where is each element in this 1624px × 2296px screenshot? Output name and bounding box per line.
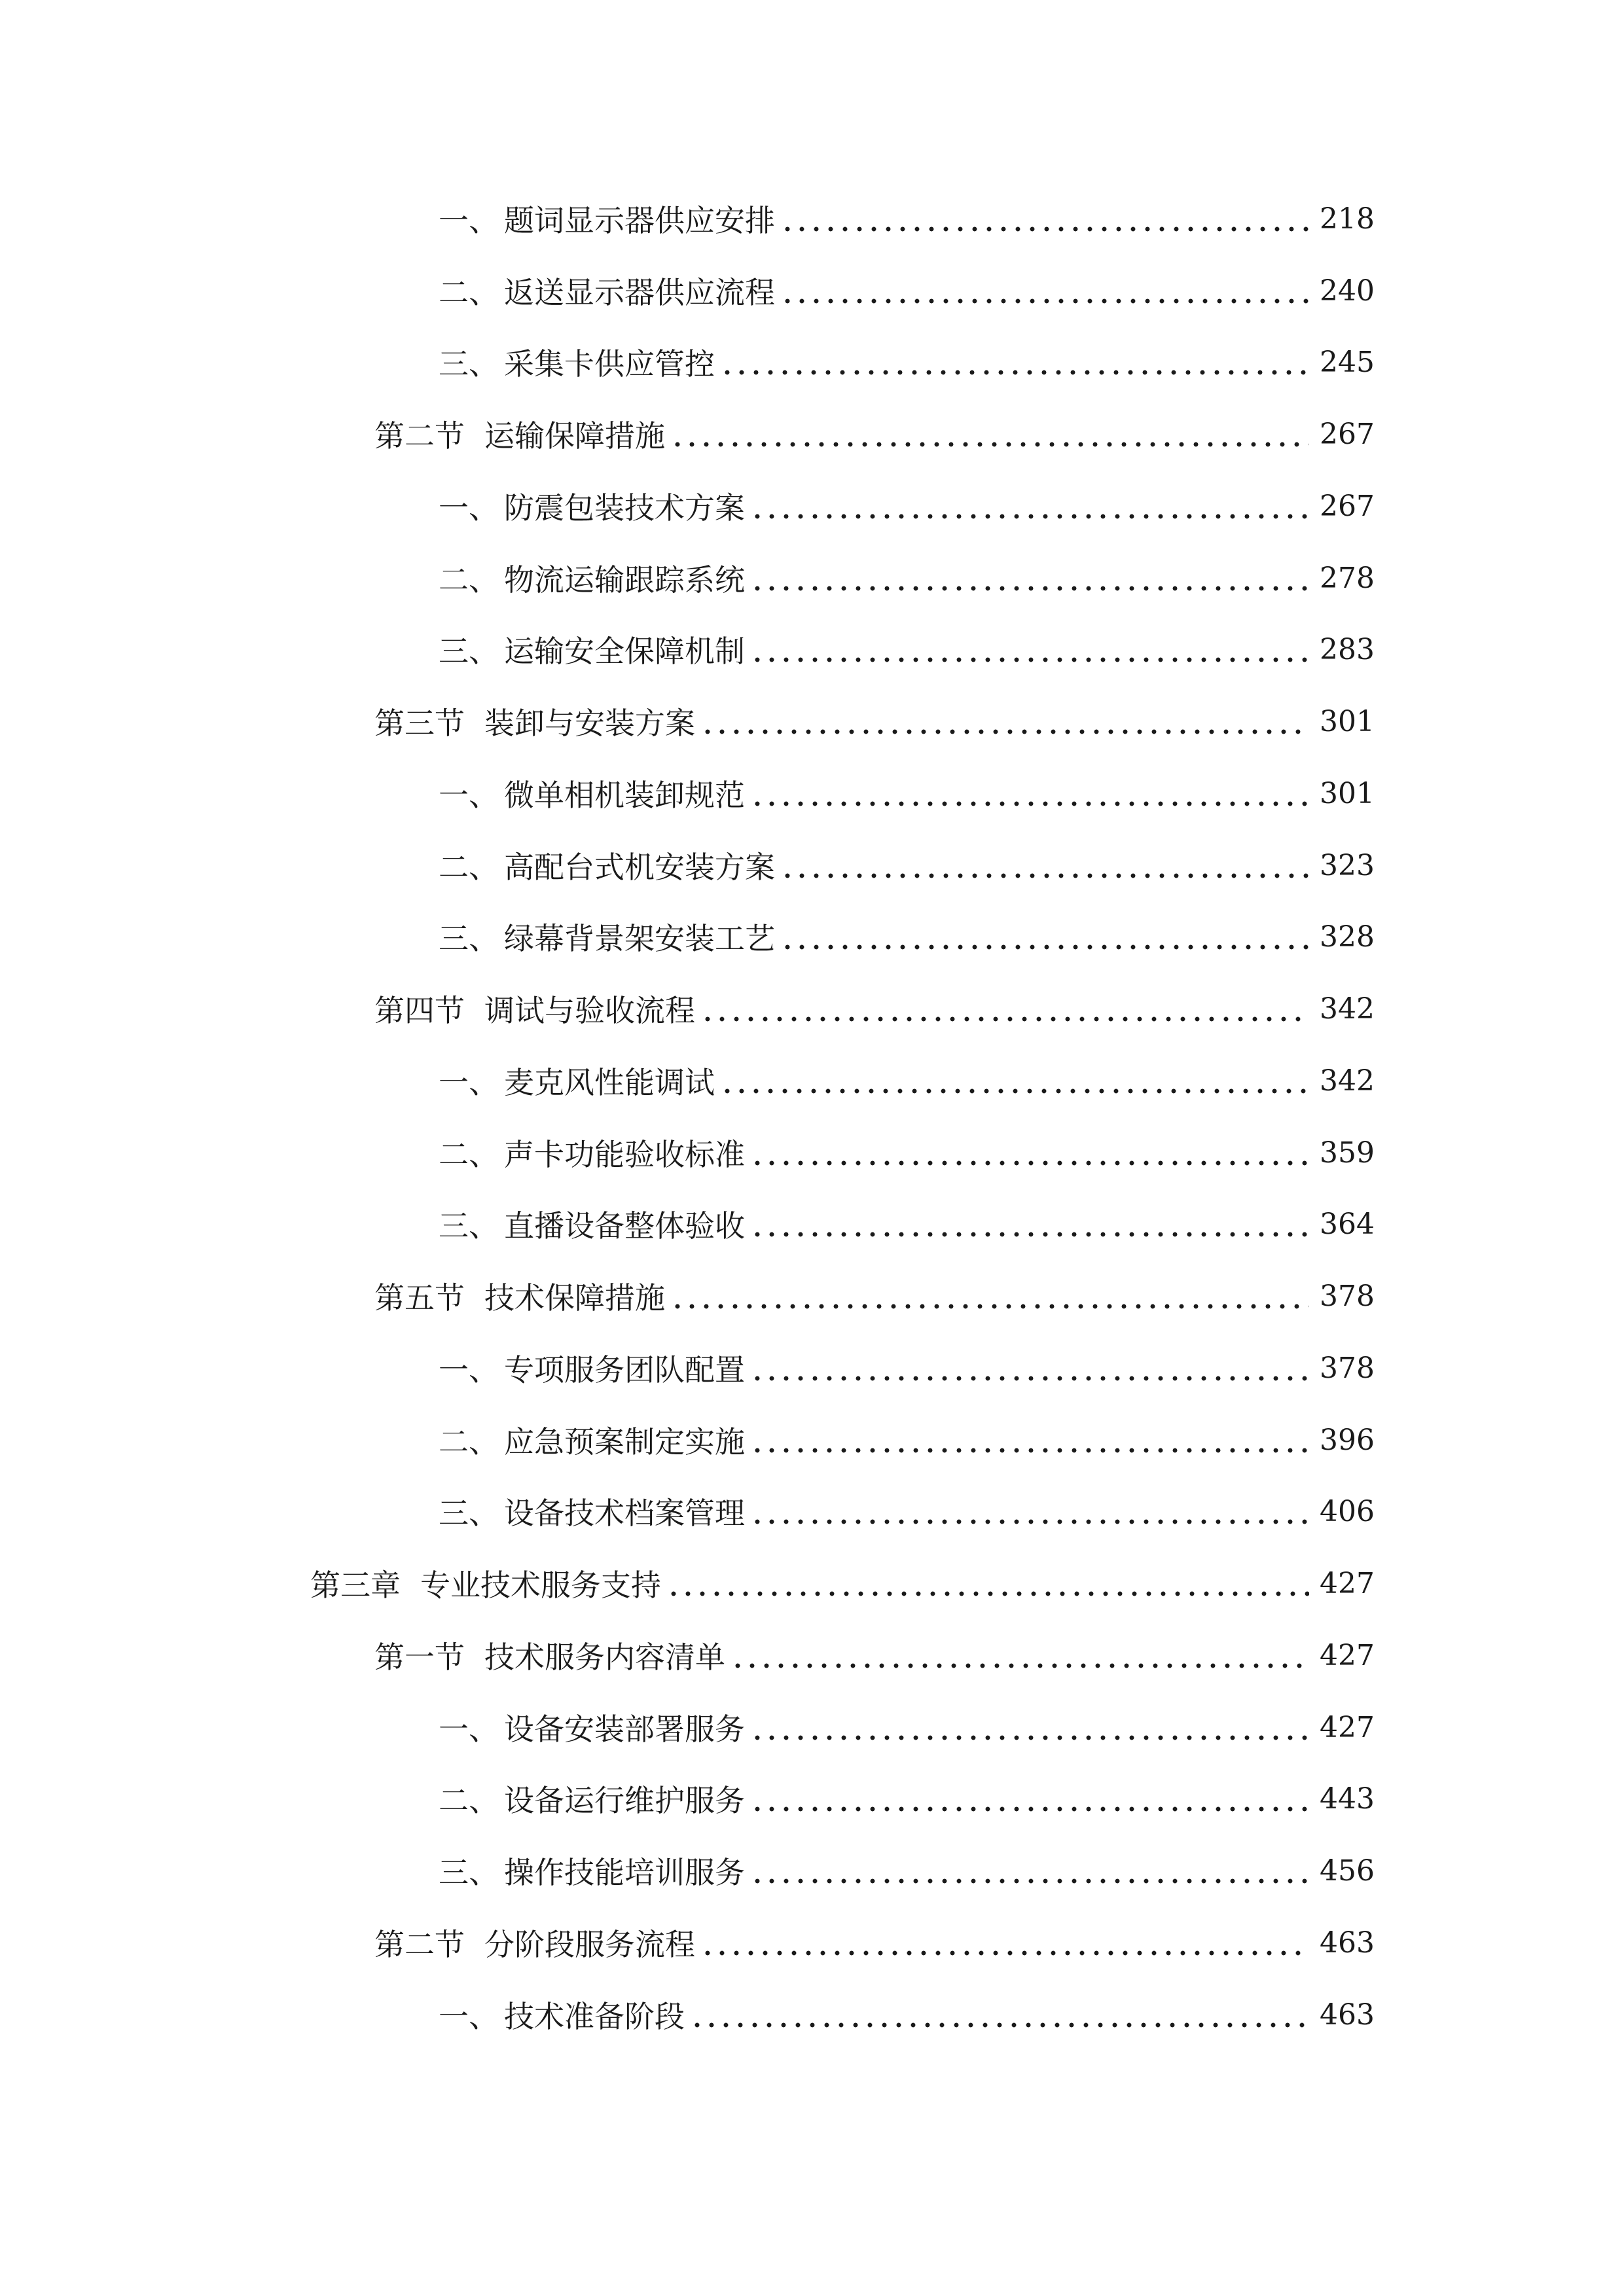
toc-entry-page: 267 — [1320, 417, 1375, 451]
toc-entry-title: 分阶段服务流程 — [484, 1927, 695, 1962]
toc-entry-number: 第五节 — [374, 1280, 465, 1316]
toc-entry-title: 设备运行维护服务 — [504, 1783, 745, 1818]
toc-entry-title: 返送显示器供应流程 — [504, 275, 775, 310]
toc-entry-number: 一、 — [439, 1352, 499, 1388]
toc-entry-number: 第四节 — [374, 993, 465, 1028]
toc-entry-page: 328 — [1320, 920, 1375, 954]
toc-entry-page: 240 — [1320, 274, 1375, 308]
toc-entry-page: 427 — [1320, 1638, 1375, 1672]
toc-entry-title: 物流运输跟踪系统 — [504, 562, 745, 598]
toc-entry[interactable] — [374, 408, 1375, 460]
toc-entry-title: 操作技能培训服务 — [504, 1855, 745, 1890]
toc-entry[interactable] — [439, 552, 1375, 604]
toc-entry[interactable] — [374, 1629, 1375, 1681]
toc-entry-number: 二、 — [439, 1783, 499, 1818]
toc-entry-page: 427 — [1320, 1566, 1375, 1600]
dot-leader — [720, 348, 1309, 378]
toc-entry[interactable] — [310, 1557, 1375, 1609]
toc-entry-title: 题词显示器供应安排 — [504, 203, 775, 238]
dot-leader — [731, 1641, 1309, 1672]
toc-entry-page: 443 — [1320, 1782, 1375, 1816]
toc-entry-number: 二、 — [439, 850, 499, 885]
dot-leader — [700, 995, 1309, 1025]
toc-entry[interactable] — [439, 1198, 1375, 1250]
toc-entry-page: 364 — [1320, 1207, 1375, 1241]
toc-entry-page: 323 — [1320, 848, 1375, 882]
toc-entry-page: 301 — [1320, 776, 1375, 810]
toc-entry-title: 采集卡供应管控 — [504, 346, 715, 382]
dot-leader — [750, 1498, 1309, 1528]
toc-entry[interactable] — [439, 839, 1375, 891]
toc-entry-title: 防震包装技术方案 — [504, 490, 745, 526]
toc-entry-title: 声卡功能验收标准 — [504, 1137, 745, 1172]
toc-entry[interactable] — [439, 336, 1375, 388]
toc-entry-page: 463 — [1320, 1998, 1375, 2032]
toc-entry-page: 278 — [1320, 561, 1375, 595]
toc-entry[interactable] — [439, 1054, 1375, 1107]
toc-entry-title: 麦克风性能调试 — [504, 1065, 715, 1100]
dot-leader — [750, 492, 1309, 522]
toc-entry[interactable] — [439, 192, 1375, 245]
toc-entry-title: 运输安全保障机制 — [504, 634, 745, 669]
toc-entry-title: 装卸与安装方案 — [484, 706, 695, 741]
toc-entry-number: 第二节 — [374, 418, 465, 454]
toc-entry-page: 359 — [1320, 1136, 1375, 1170]
dot-leader — [780, 923, 1309, 953]
toc-entry-page: 218 — [1320, 202, 1375, 236]
toc-entry-page: 342 — [1320, 1064, 1375, 1098]
toc-entry-page: 267 — [1320, 489, 1375, 523]
toc-entry-number: 一、 — [439, 1712, 499, 1747]
toc-entry[interactable] — [374, 1916, 1375, 1969]
dot-leader — [780, 852, 1309, 882]
toc-entry-number: 一、 — [439, 1065, 499, 1100]
dot-leader — [700, 1929, 1309, 1959]
toc-entry-title: 技术保障措施 — [484, 1280, 665, 1316]
toc-entry-number: 第一节 — [374, 1640, 465, 1675]
toc-entry-title: 调试与验收流程 — [484, 993, 695, 1028]
toc-entry-page: 378 — [1320, 1279, 1375, 1313]
toc-entry-title: 技术准备阶段 — [504, 1999, 685, 2034]
toc-entry-title: 技术服务内容清单 — [484, 1640, 725, 1675]
toc-entry[interactable] — [439, 1844, 1375, 1897]
toc-entry-number: 第三章 — [310, 1568, 401, 1603]
toc-entry-number: 三、 — [439, 634, 499, 669]
toc-entry[interactable] — [374, 1270, 1375, 1322]
toc-entry-page: 456 — [1320, 1854, 1375, 1888]
toc-entry-number: 三、 — [439, 1496, 499, 1531]
toc-entry[interactable] — [439, 1414, 1375, 1466]
toc-entry[interactable] — [439, 910, 1375, 963]
toc-entry-title: 绿幕背景架安装工艺 — [504, 921, 775, 956]
toc-entry-page: 427 — [1320, 1710, 1375, 1744]
dot-leader — [750, 1713, 1309, 1744]
toc-entry-number: 一、 — [439, 203, 499, 238]
toc-entry-number: 二、 — [439, 275, 499, 310]
toc-entry-number: 一、 — [439, 778, 499, 813]
dot-leader — [780, 277, 1309, 307]
toc-entry-number: 二、 — [439, 562, 499, 598]
toc-entry-title: 专业技术服务支持 — [420, 1568, 661, 1603]
toc-entry-page: 301 — [1320, 704, 1375, 738]
toc-entry-number: 二、 — [439, 1137, 499, 1172]
dot-leader — [750, 1857, 1309, 1887]
toc-entry-page: 463 — [1320, 1926, 1375, 1960]
toc-entry-number: 三、 — [439, 346, 499, 382]
toc-entry-page: 396 — [1320, 1423, 1375, 1457]
toc-entry-page: 283 — [1320, 632, 1375, 666]
toc-entry-page: 245 — [1320, 345, 1375, 379]
toc-entry[interactable] — [439, 1342, 1375, 1394]
toc-entry[interactable] — [439, 1772, 1375, 1825]
dot-leader — [666, 1570, 1309, 1600]
toc-entry-page: 342 — [1320, 992, 1375, 1026]
toc-entry-number: 第二节 — [374, 1927, 465, 1962]
dot-leader — [750, 1354, 1309, 1384]
toc-entry-number: 第三节 — [374, 706, 465, 741]
toc-entry[interactable] — [439, 1126, 1375, 1179]
toc-entry-number: 二、 — [439, 1424, 499, 1460]
toc-entry[interactable] — [439, 767, 1375, 819]
toc-entry-title: 直播设备整体验收 — [504, 1208, 745, 1244]
toc-entry-title: 运输保障措施 — [484, 418, 665, 454]
toc-entry[interactable] — [374, 695, 1375, 747]
toc-entry[interactable] — [439, 1988, 1375, 2041]
dot-leader — [780, 205, 1309, 235]
toc-entry[interactable] — [439, 480, 1375, 532]
toc-entry-title: 设备安装部署服务 — [504, 1712, 745, 1747]
dot-leader — [750, 1426, 1309, 1456]
toc-entry-number: 三、 — [439, 921, 499, 956]
dot-leader — [690, 2001, 1309, 2031]
toc-entry-title: 应急预案制定实施 — [504, 1424, 745, 1460]
toc-entry-page: 378 — [1320, 1351, 1375, 1385]
toc-entry-number: 一、 — [439, 1999, 499, 2034]
dot-leader — [750, 780, 1309, 810]
toc-entry-number: 一、 — [439, 490, 499, 526]
toc-entry[interactable] — [374, 982, 1375, 1035]
toc-entry[interactable] — [439, 264, 1375, 317]
dot-leader — [750, 636, 1309, 666]
toc-entry[interactable] — [439, 623, 1375, 675]
toc-entry-number: 三、 — [439, 1208, 499, 1244]
dot-leader — [750, 1139, 1309, 1169]
dot-leader — [670, 1282, 1309, 1312]
toc-entry-title: 微单相机装卸规范 — [504, 778, 745, 813]
dot-leader — [750, 564, 1309, 594]
dot-leader — [720, 1067, 1309, 1097]
dot-leader — [700, 708, 1309, 738]
toc-entry-title: 专项服务团队配置 — [504, 1352, 745, 1388]
dot-leader — [750, 1210, 1309, 1240]
toc-entry-title: 设备技术档案管理 — [504, 1496, 745, 1531]
toc-entry[interactable] — [439, 1701, 1375, 1753]
dot-leader — [670, 420, 1309, 450]
toc-entry[interactable] — [439, 1485, 1375, 1537]
dot-leader — [750, 1785, 1309, 1815]
toc-entry-page: 406 — [1320, 1494, 1375, 1528]
toc-entry-title: 高配台式机安装方案 — [504, 850, 775, 885]
toc-entry-number: 三、 — [439, 1855, 499, 1890]
